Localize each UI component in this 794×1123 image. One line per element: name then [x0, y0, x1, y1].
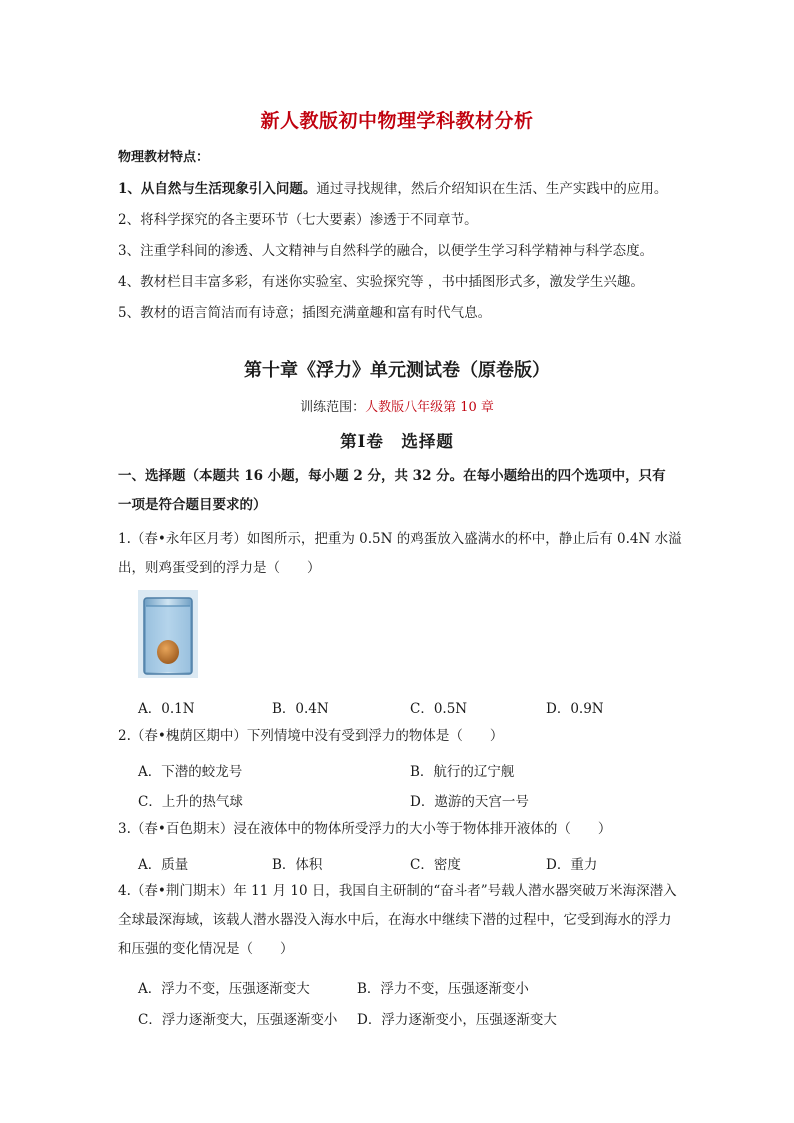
feature-item: [118, 177, 667, 197]
option-b: B．浮力不变，压强逐渐变小: [357, 981, 529, 997]
option-b: B．航行的辽宁舰: [410, 764, 515, 780]
option-a: A．浮力不变，压强逐渐变大: [138, 981, 310, 997]
option-b: B．体积: [272, 857, 323, 873]
feature-item: [118, 208, 478, 228]
option-a: A．下潜的蛟龙号: [138, 764, 243, 780]
question-4-stem: 4.（春•荆门期末）年 11 月 10 日，我国自主研制的“奋斗者”号载人潜水器突破万米海深潜入全球最深海域，该载人潜水器没入海水中后，在海水中继续下潜的过程中，它受到海水的浮力和压强的变化情况是（ ）: [118, 883, 677, 957]
feature-item: [118, 270, 644, 290]
option-d: D．浮力逐渐变小，压强逐渐变大: [357, 1012, 557, 1028]
feature-text: 4、教材栏目丰富多彩，有迷你实验室、实验探究等 ，书中插图形式多，激发学生兴趣。: [118, 274, 644, 290]
feature-item: [118, 239, 653, 259]
feature-text: 5、教材的语言简洁而有诗意；插图充满童趣和富有时代气息。: [118, 305, 492, 321]
range-value: 人教版八年级第 10 章: [365, 400, 494, 415]
question-1-stem: 1.（春•永年区月考）如图所示，把重为 0.5N 的鸡蛋放入盛满水的杯中，静止后有 0.4N 水溢出，则鸡蛋受到的浮力是（ ）: [118, 531, 682, 576]
document-title: 新人教版初中物理学科教材分析: [260, 110, 534, 132]
question-3-stem: 3.（春•百色期末）浸在液体中的物体所受浮力的大小等于物体排开液体的（ ）: [118, 821, 612, 837]
option-c: C．0.5N: [410, 701, 468, 717]
feature-item: [118, 301, 491, 321]
features-heading: 物理教材特点：: [118, 150, 210, 165]
training-range: [0, 396, 794, 415]
option-a: A．质量: [138, 857, 189, 873]
option-d: D．遨游的天宫一号: [410, 794, 529, 810]
exam-title: 第十章《浮力》单元测试卷（原卷版）: [244, 360, 550, 381]
range-label: 训练范围：: [300, 400, 366, 415]
section-instructions: 一、选择题（本题共 16 小题，每小题 2 分，共 32 分。在每小题给出的四个选项中，只有一项是符合题目要求的）: [118, 468, 666, 513]
option-b: B．0.4N: [272, 701, 329, 717]
option-c: C．密度: [410, 857, 461, 873]
option-d: D．重力: [546, 857, 598, 873]
option-c: C．上升的热气球: [138, 794, 243, 810]
option-d: D．0.9N: [546, 701, 604, 717]
feature-text: 通过寻找规律，然后介绍知识在生活、生产实践中的应用。: [316, 181, 668, 197]
egg-in-beaker-image: [138, 590, 198, 678]
option-c: C．浮力逐渐变大，压强逐渐变小: [138, 1012, 338, 1028]
option-a: A．0.1N: [138, 701, 195, 717]
question-2-stem: 2.（春•槐荫区期中）下列情境中没有受到浮力的物体是（ ）: [118, 728, 504, 744]
feature-bold-text: 1、从自然与生活现象引入问题。: [118, 181, 317, 197]
feature-text: 3、注重学科间的渗透、人文精神与自然科学的融合，以便学生学习科学精神与科学态度。: [118, 243, 654, 259]
feature-text: 2、将科学探究的各主要环节（七大要素）渗透于不同章节。: [118, 212, 478, 228]
part-title: 第Ⅰ卷 选择题: [340, 432, 454, 451]
